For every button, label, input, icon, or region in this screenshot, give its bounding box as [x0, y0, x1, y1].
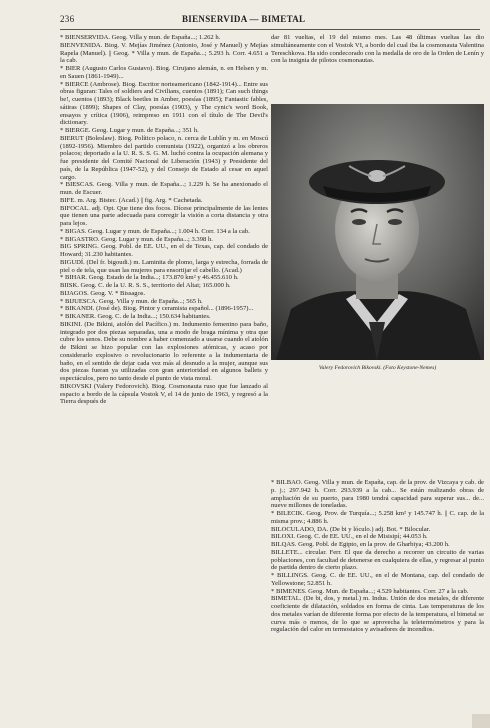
entry: BIKINI. (De Bikini, atolón del Pacífico.) m. Indumento femenino para baño, integrado por dos piezas separadas, una a modo de braga mínima y otra que cubre los senos. Debe su nombre a haber comenzado a usarse cuando el atolón de Bikini se hizo popular con las explosiones atómicas, y acaso por considerarlo explosivo o revolucionario lo referente a la indumentaria de baño, en el sentido de dejar cada vez más al desnudo a la mujer, aunque sus dos piezas fueran ya utilizadas con gran anterioridad en algunos ballets y espectáculos, pero no tanto desde el punto de vista moral.: [60, 320, 268, 382]
entry: * BIGAS. Geog. Lugar y mun. de España...; 1.004 h. Corr. 134 a la cab.: [60, 227, 250, 235]
entry: BIKOVSKI (Valery Fedorovich). Biog. Cosmonauta ruso que fue lanzado al espacio a bordo de la cápsula Vostok V, el 14 de junio de 1963, y regresó a la Tierra después de: [60, 382, 268, 406]
entry-continuation: dar 81 vueltas, el 19 del mismo mes. Las 48 últimas vueltas las dio simultáneamente con el Vostok VI, a bordo del cual iba la cosmonauta Valentina Tereschkova. Ha sido condecorado con la medalla de oro de la Orden de Lenín y con la insignia de pilotos cosmonautas.: [271, 34, 484, 65]
entry: * BIERCE (Ambrose). Biog. Escritor norteamericano (1842-1914)... Entre sus obras figuran: Tales of soldiers and Civilians, cuentos (1891); Can such things be!, cuentos (1893); Black beetles in Amber, poesías (1895); Fantastic fables, sátiras (1899); Shapes of Clay, poesías (1903), y The cynic's word Book, ensayos y crítica (1906), reimpreso en 1911 con el título de The Devil's dictionary.: [60, 80, 268, 127]
entry: * BIER (Augusto Carlos Gustavo). Biog. Cirujano alemán, n. en Helsen y m. en Sauen (1861-1949)...: [60, 65, 268, 80]
entry: BIFE. m. Arg. Bistec. (Acad.) || fig. Arg. * Cachetada.: [60, 196, 203, 204]
entry: BIISK. Geog. C. de la U. R. S. S., territorio del Altai; 165.000 h.: [60, 282, 231, 289]
entry: * BIKANER. Geog. C. de la India...; 150.634 habitantes.: [60, 313, 211, 320]
entry: * BILECIK. Geog. Prov. de Turquía...; 5.258 km² y 145.747 h. || C. cap. de la misma prov.; 4.886 h.: [271, 510, 484, 525]
entry: BIMETAL. (De bi, dos, y metal.) m. Indus. Unión de dos metales, de diferente coeficiente de dilatación, soldados en forma de cinta. Las temperaturas de los dos metales varían de diferente forma por efecto de la temperatura, el bimetal se curva más o menos, de lo que se aprovecha la teletermómetros y para la regulación del calor en termostatos y avisadores de incendios.: [271, 595, 484, 634]
portrait-photo: [271, 104, 484, 360]
entry: BILQAS. Geog. Pobl. de Egipto, en la prov. de Gharbiya; 43.200 h.: [271, 541, 450, 548]
header-rule: [60, 29, 480, 30]
entry: * BIESCAS. Geog. Villa y mun. de España...; 1.229 h. Se ha anexionado el mun. de Escuer.: [60, 181, 268, 196]
entry: BIGUDÍ. (Del fr. bigoudi.) m. Laminita de plomo, larga y estrecha, forrada de piel o de tela, que usan las mujeres para ensortijar el cabello. (Acad.): [60, 258, 268, 274]
entry: * BIMENES. Geog. Mun. de España...; 4.529 habitantes. Corr. 27 a la cab.: [271, 587, 469, 595]
entry: BILLETE... circular. Ferr. El que da derecho a recorrer un circuito de varias poblaciones, con facultad de detenerse en cualquiera de ellas, y regresar al punto de partida dentro de cierto plazo.: [271, 548, 484, 572]
entry: * BIKANDI. (José de). Biog. Pintor y ceramista español... (1896-1957)...: [60, 305, 254, 313]
cosmonaut-portrait-image: [271, 104, 484, 360]
entry: * BILBAO. Geog. Villa y mun. de España, cap. de la prov. de Vizcaya y cab. de p. j.; 297.942 h. Corr. 293.939 a la cab... Se están realizando obras de ampliación de su puerto, para 1980 tendrá capacidad para superar sus... de... nueve millones de toneladas.: [271, 479, 484, 510]
entry: BILOXI. Geog. C. de EE. UU., en el de Misisipí; 44.053 h.: [271, 533, 428, 541]
page-corner: [472, 714, 490, 728]
entry: * BIERGE. Geog. Lugar y mun. de España...; 351 h.: [60, 127, 199, 134]
page-header: [60, 14, 480, 28]
page-number: 236: [60, 14, 75, 24]
entry: * BIHAR. Geog. Estado de la India...; 173.870 km² y 46.455.610 h.: [60, 274, 239, 282]
entry: BIJAGOS. Geog. V. * Bissagos.: [60, 289, 146, 297]
entry: * BIGASTRO. Geog. Lugar y mun. de España...; 3.398 h.: [60, 235, 213, 243]
entry: BIENVENIDA. Biog. V. Mejías Jiménez (Antonio, José y Manuel) y Mejías Rapela (Manuel). || Geog. * Villa y mun. de España...; 5.293 h. Corr. 4.651 a la cab.: [60, 41, 268, 65]
entry: BIG SPRING. Geog. Pobl. de EE. UU., en el de Texas, cap. del condado de Howard; 31.230 habitantes.: [60, 243, 268, 258]
entry: BIFOCAL. adj. Opt. Que tiene dos focos. Dícese principalmente de las lentes que tienen una parte adecuada para corregir la visión a corta distancia y otra para lejos.: [60, 204, 268, 227]
entry: * BIJUESCA. Geog. Villa y mun. de España...; 565 h.: [60, 297, 203, 305]
right-column-bottom: [271, 479, 484, 634]
entry: BILOCULADO, DA. (De bi y lóculo.) adj. Bot. * Bilocular.: [271, 525, 431, 533]
right-column-top: [271, 34, 484, 65]
entry: * BIENSERVIDA. Geog. Villa y mun. de España...; 1.262 h.: [60, 34, 221, 41]
running-head: BIENSERVIDA — BIMETAL: [182, 14, 306, 24]
entry: * BILLINGS. Geog. C. de EE. UU., en el de Montana, cap. del condado de Yellowstone; 52.851 h.: [271, 572, 484, 587]
photo-caption: Valery Fedorovich Bikovski. (Foto Keystone-Nemes): [318, 365, 437, 371]
entry: BIERUT (Boleslaw). Biog. Político polaco, n. cerca de Lublín y m. en Moscú (1892-1956). Miembro del partido comunista (1922), organizó a los obreros polacos; deportado a la U. R. S. S. G. M. luchó contra la ocupación alemana y fue presidente del Comité Nacional de Liberación (1943) y Presidente del país, de la República (1947-52), y del Consejo de Estado al cesar en aquel cargo.: [60, 134, 268, 181]
left-column: [60, 34, 268, 406]
